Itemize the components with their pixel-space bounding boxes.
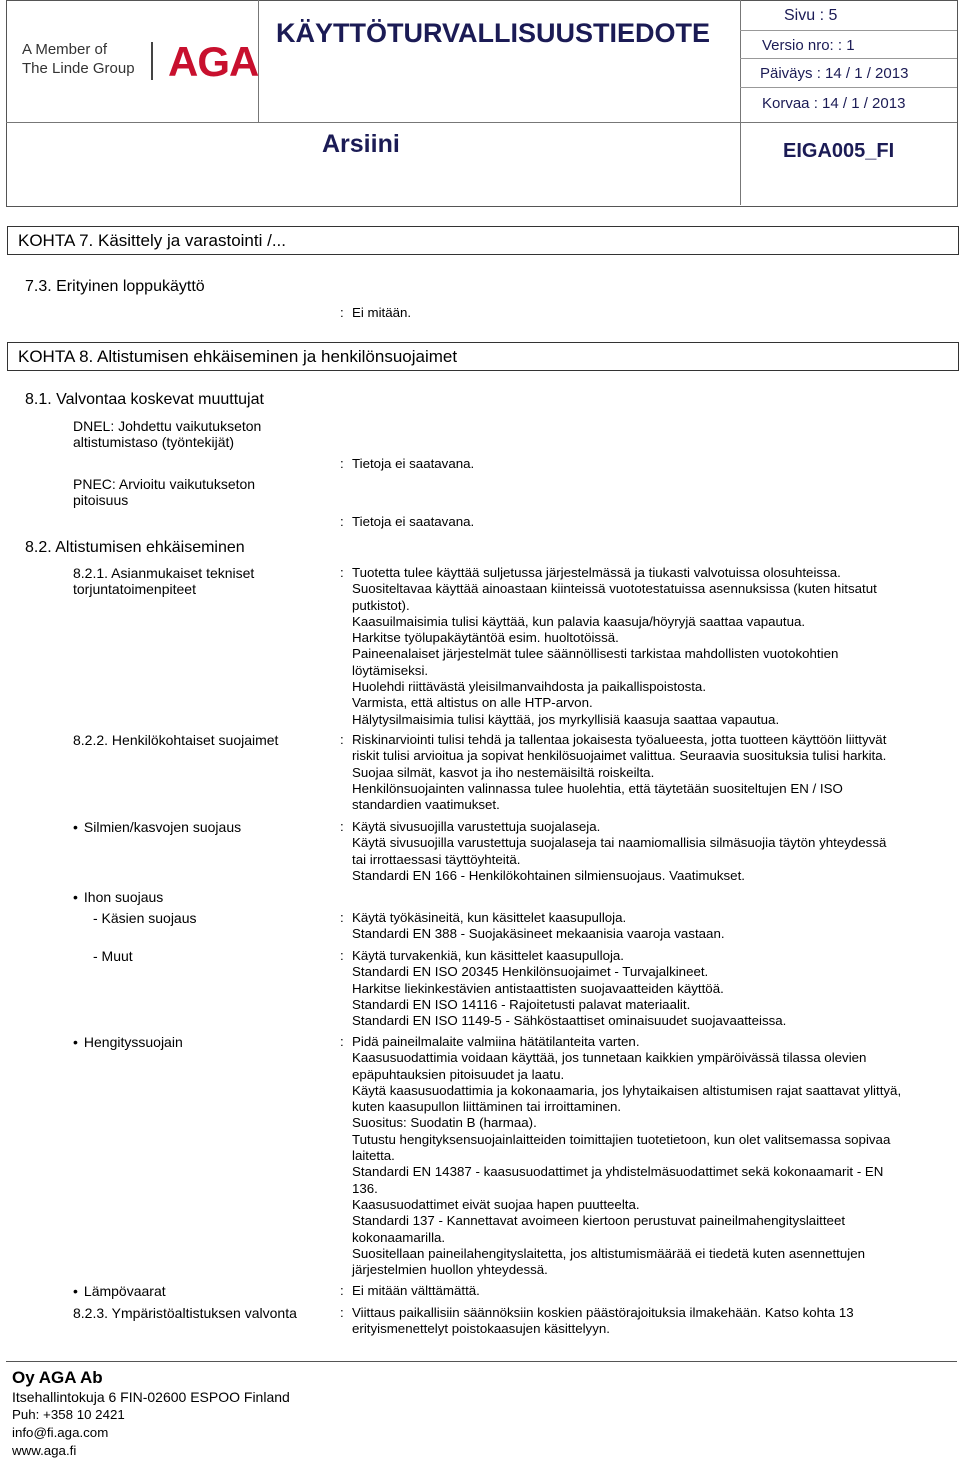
company-website[interactable]: www.aga.fi — [12, 1443, 77, 1458]
thermal-hazards-label: • Lämpövaarat — [73, 1283, 166, 1299]
other-protection-value: : Käytä turvakenkiä, kun käsittelet kaasupulloja. Standardi EN ISO 20345 Henkilönsuojaimet - Turvajalkineet. Harkitse liekinkestävien antistaattisten suojavaatteiden käyttöä. Standardi EN ISO 14116 - Rajoitetusti palavat materiaalit. Standardi EN ISO 1149-5 - Sähköstaattiset ominaisuudet suojavaatteissa. — [340, 948, 787, 1029]
aga-logo: AGA — [168, 38, 259, 85]
dnel-label: DNEL: Johdettu vaikutukseton altistumistaso (työntekijät) — [73, 418, 262, 451]
respiratory-protection-value: : Pidä paineilmalaite valmiina hätätilanteita varten. Kaasusuodattimia voidaan käyttää, jos tunnetaan kaikkien ympäröivässä tilassa olevien epäpuhtauksien pitoisuudet ja laatu. Käytä kaasusuodattimia ja kokonaamaria, jos lyhytaikaisen altistumisen rajat saattavat ylittyä, kuten kaasupullon liittäminen tai irroittaminen. Suositus: Suodatin B (harmaa). Tutustu hengityksensuojainlaitteiden toimittajien tuotetietoon, kun olet valitsemassa sopivaa laitetta. Standardi EN 14387 - kaasusuodattimet ja yhdistelmäsuodattimet sekä kokonaamarit - EN 136. Kaasusuodattimet eivät suojaa hapen puutteelta. Standardi 137 - Kannettavat avoimeen kiertoon perustuvat paineilmahengityslaitteet kokonaamarilla. Suositellaan paineilahengityslaitetta, jos altistumismäärää ei tiedetä kuten asennettujen järjestelmien huollon yhteydessä. — [340, 1034, 902, 1278]
personal-protection-label: 8.2.2. Henkilökohtaiset suojaimet — [73, 732, 279, 748]
document-title: KÄYTTÖTURVALLISUUSTIEDOTE — [276, 18, 711, 48]
engineering-controls-label: 8.2.1. Asianmukaiset tekniset torjuntatoimenpiteet — [73, 565, 255, 598]
linde-member-logo-text: A Member of The Linde Group — [22, 41, 135, 77]
thermal-hazards-value: : Ei mitään välttämättä. — [340, 1283, 480, 1298]
section-7-bar: KOHTA 7. Käsittely ja varastointi /... — [7, 226, 959, 255]
company-name: Oy AGA Ab — [12, 1368, 103, 1387]
divider — [6, 122, 957, 123]
section-8-bar: KOHTA 8. Altistumisen ehkäiseminen ja henkilönsuojaimet — [7, 342, 959, 371]
dnel-value: : Tietoja ei saatavana. — [340, 456, 475, 471]
document-code: EIGA005_FI — [783, 140, 895, 162]
subsection-8-2-heading: 8.2. Altistumisen ehkäiseminen — [25, 539, 245, 556]
other-protection-label: - Muut — [93, 948, 133, 964]
replaces-date: Korvaa : 14 / 1 / 2013 — [762, 95, 906, 112]
environmental-controls-value: : Viittaus paikallisiin säännöksiin koskien päästörajoituksia ilmakehään. Katso kohta 13 erityismenettelyt poistokaasujen käsittelyyn. — [340, 1305, 854, 1337]
pnec-value: : Tietoja ei saatavana. — [340, 514, 475, 529]
personal-protection-value: : Riskinarviointi tulisi tehdä ja tallentaa jokaisesta työalueesta, jotta tuotteen käyttöön liittyvät riskit tulisi arvioitua ja sopivat henkilösuojaimet valittua. Seuraavia suosituksia tulisi harkita. Suojaa silmät, kasvot ja iho nestemäisiltä roiskeilta. Henkilönsuojainten valinnassa tulee huolehtia, että täytetään suositeltujen EN / ISO standardien vaatimukset. — [340, 732, 887, 813]
logo-separator — [151, 42, 153, 80]
environmental-controls-label: 8.2.3. Ympäristöaltistuksen valvonta — [73, 1305, 297, 1321]
value-row: : Ei mitään. — [340, 305, 412, 320]
eye-protection-label: • Silmien/kasvojen suojaus — [73, 819, 241, 835]
divider — [740, 30, 957, 31]
skin-protection-label: • Ihon suojaus — [73, 889, 163, 905]
engineering-controls-value: : Tuotetta tulee käyttää suljetussa järjestelmässä ja tiukasti valvotuissa olosuhteissa. Suositeltavaa käyttää ainoastaan kiinteissä vuototestatuissa asennuksissa (kuten hitsatut putkistot). Kaasuilmaisimia tulisi käyttää, kun palavia kaasuja/höyryjä saattaa vapautua. Harkitse työlupakäytäntöä esim. huoltotöissä. Paineenalaiset järjestelmät tulee säännöllisesti tarkistaa mahdollisten vuotokohtien löytämiseksi. Huolehdi riittävästä yleisilmanvaihdosta ja paikallispoistosta. Varmista, että altistus on alle HTP-arvon. Hälytysilmaisimia tulisi käyttää, jos myrkyllisiä kaasuja saattaa vapautua. — [340, 565, 877, 727]
page-number: Sivu : 5 — [784, 7, 838, 24]
product-name: Arsiini — [322, 130, 400, 158]
version-number: Versio nro: : 1 — [762, 37, 855, 54]
respiratory-protection-label: • Hengityssuojain — [73, 1034, 183, 1050]
eye-protection-value: : Käytä sivusuojilla varustettuja suojalaseja. Käytä sivusuojilla varustettuja suojalaseja tai naamiomallisia silmäsuojia täytön yhteydessä tai irrottaessasi täyttöyhteitä. Standardi EN 166 - Henkilökohtainen silmiensuojaus. Vaatimukset. — [340, 819, 887, 883]
company-phone: Puh: +358 10 2421 — [12, 1407, 125, 1422]
pnec-label: PNEC: Arvioitu vaikutukseton pitoisuus — [73, 476, 256, 509]
company-address: Itsehallintokuja 6 FIN-02600 ESPOO Finland — [12, 1389, 290, 1405]
divider — [740, 58, 957, 59]
footer-divider — [6, 1361, 957, 1362]
company-email[interactable]: info@fi.aga.com — [12, 1425, 109, 1440]
divider — [740, 87, 957, 88]
subsection-8-1-heading: 8.1. Valvontaa koskevat muuttujat — [25, 391, 264, 408]
subsection-7-3-heading: 7.3. Erityinen loppukäyttö — [25, 278, 205, 295]
issue-date: Päiväys : 14 / 1 / 2013 — [760, 65, 909, 82]
hand-protection-label: - Käsien suojaus — [93, 910, 197, 926]
hand-protection-value: : Käytä työkäsineitä, kun käsittelet kaasupulloja. Standardi EN 388 - Suojakäsineet mekaanisia vaaroja vastaan. — [340, 910, 725, 942]
